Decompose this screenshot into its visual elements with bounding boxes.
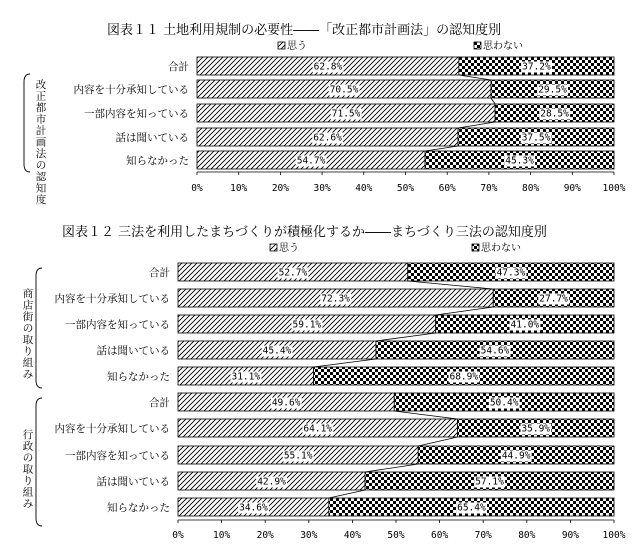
series-line (459, 75, 491, 80)
category-label: 内容を十分承知している (73, 84, 189, 96)
series-line (408, 281, 493, 289)
x-tick-label: 30% (300, 530, 318, 541)
chart-11 (24, 22, 626, 206)
data-label-yes: 70.5% (329, 84, 359, 96)
chart-11-title: 図表１１ 土地利用規制の必要性――「改正都市計画法」の認知度別 (107, 23, 502, 38)
category-label: 知らなかった (107, 502, 170, 514)
category-label: 話は聞いている (115, 132, 189, 144)
category-label: 内容を十分承知している (54, 293, 170, 305)
series-line (491, 98, 495, 104)
x-tick-label: 40% (343, 530, 361, 541)
x-tick-label: 90% (563, 183, 581, 194)
data-label-yes: 45.4% (262, 345, 292, 357)
data-label-no: 50.4% (489, 397, 519, 409)
data-label-no: 41.0% (510, 319, 540, 331)
series-line (314, 359, 376, 367)
group-bracket (24, 74, 30, 172)
series-line (329, 490, 365, 498)
category-label: 合計 (149, 397, 170, 409)
legend-swatch-no (474, 42, 481, 49)
x-tick-label: 100% (602, 530, 626, 541)
data-label-no: 37.5% (521, 132, 551, 144)
x-tick-label: 0% (172, 530, 184, 541)
chart-12-group-labels (23, 268, 42, 526)
category-label: 一部内容を知っている (65, 450, 170, 462)
legend-label-no: 思わない (483, 41, 523, 52)
x-tick-label: 50% (387, 530, 405, 541)
x-tick-label: 30% (313, 183, 331, 194)
data-label-no: 29.5% (538, 84, 567, 96)
legend-swatch-yes (270, 244, 277, 251)
category-label: 合計 (168, 61, 189, 73)
x-tick-label: 50% (396, 183, 415, 194)
chart-12-category-labels (55, 266, 171, 514)
data-label-no: 27.7% (539, 293, 568, 305)
data-label-no: 44.9% (501, 450, 531, 462)
chart-11-category-labels (74, 60, 190, 167)
data-label-yes: 59.1% (292, 319, 322, 331)
x-tick-label: 70% (474, 530, 492, 541)
data-label-yes: 62.8% (313, 61, 343, 73)
data-label-yes: 64.1% (303, 423, 333, 435)
category-label: 知らなかった (126, 155, 189, 167)
x-tick-label: 90% (561, 530, 579, 541)
category-label: 話は聞いている (96, 345, 170, 357)
category-label: 合計 (149, 267, 170, 279)
x-tick-label: 80% (522, 183, 540, 194)
series-line (418, 437, 457, 446)
data-label-no: 65.4% (457, 502, 486, 514)
data-label-yes: 72.3% (321, 293, 350, 305)
data-label-yes: 71.5% (331, 108, 361, 120)
group-bracket (36, 398, 42, 526)
category-label: 話は聞いている (96, 476, 170, 488)
data-label-yes: 54.7% (296, 155, 326, 167)
chart-12-bars (178, 263, 614, 516)
group-label: 改正都市計画法の認知度 (35, 79, 47, 206)
data-label-no: 54.6% (480, 345, 510, 357)
x-tick-label: 20% (256, 530, 274, 541)
group-label: 商店街の取り組み (22, 288, 34, 381)
series-line (458, 122, 495, 128)
series-line (425, 146, 458, 151)
group-bracket (36, 268, 42, 388)
data-label-no: 45.3% (505, 155, 534, 167)
legend-label-yes: 思う (287, 41, 307, 52)
legend-swatch-no (472, 244, 479, 251)
x-tick-label: 60% (431, 530, 449, 541)
chart-12-x-ticks (172, 520, 625, 541)
chart-11-x-ticks (191, 172, 625, 194)
chart-12-legend (270, 242, 521, 254)
data-label-yes: 62.6% (313, 132, 342, 144)
x-tick-label: 70% (480, 183, 498, 194)
x-tick-label: 0% (191, 183, 203, 194)
x-tick-label: 80% (518, 530, 536, 541)
category-label: 一部内容を知っている (84, 108, 189, 120)
x-tick-label: 60% (438, 183, 456, 194)
x-tick-label: 40% (355, 183, 373, 194)
series-line (376, 333, 436, 341)
group-label: 行政の取り組み (22, 429, 34, 510)
category-label: 一部内容を知っている (65, 319, 170, 331)
series-line (436, 307, 494, 315)
chart-11-bars (197, 57, 614, 169)
category-label: 内容を十分承知している (54, 423, 170, 435)
series-line (365, 464, 418, 472)
data-label-yes: 52.7% (278, 267, 308, 279)
data-label-yes: 34.6% (239, 502, 268, 514)
data-label-yes: 55.1% (283, 450, 313, 462)
data-label-no: 28.5% (540, 108, 569, 120)
chart-12 (23, 224, 626, 541)
data-label-yes: 31.1% (231, 371, 261, 383)
legend-swatch-yes (278, 42, 285, 49)
data-label-no: 47.3% (496, 267, 526, 279)
x-tick-label: 20% (271, 183, 289, 194)
chart-11-group-label (24, 74, 47, 206)
data-label-yes: 49.6% (271, 397, 301, 409)
x-tick-label: 100% (602, 183, 626, 194)
data-label-no: 35.9% (521, 423, 551, 435)
legend-label-no: 思わない (481, 243, 521, 254)
data-label-no: 37.2% (522, 61, 551, 73)
legend-label-yes: 思う (279, 243, 299, 254)
category-label: 知らなかった (107, 371, 170, 383)
chart-11-legend (278, 40, 523, 52)
chart-12-title: 図表１２ 三法を利用したまちづくりが積極化するか――まちづくり三法の認知度別 (62, 225, 547, 240)
series-line (394, 411, 457, 419)
x-tick-label: 10% (230, 183, 248, 194)
data-label-no: 68.9% (449, 371, 479, 383)
x-tick-label: 10% (213, 530, 231, 541)
data-label-yes: 42.9% (257, 476, 286, 488)
data-label-no: 57.1% (475, 476, 504, 488)
